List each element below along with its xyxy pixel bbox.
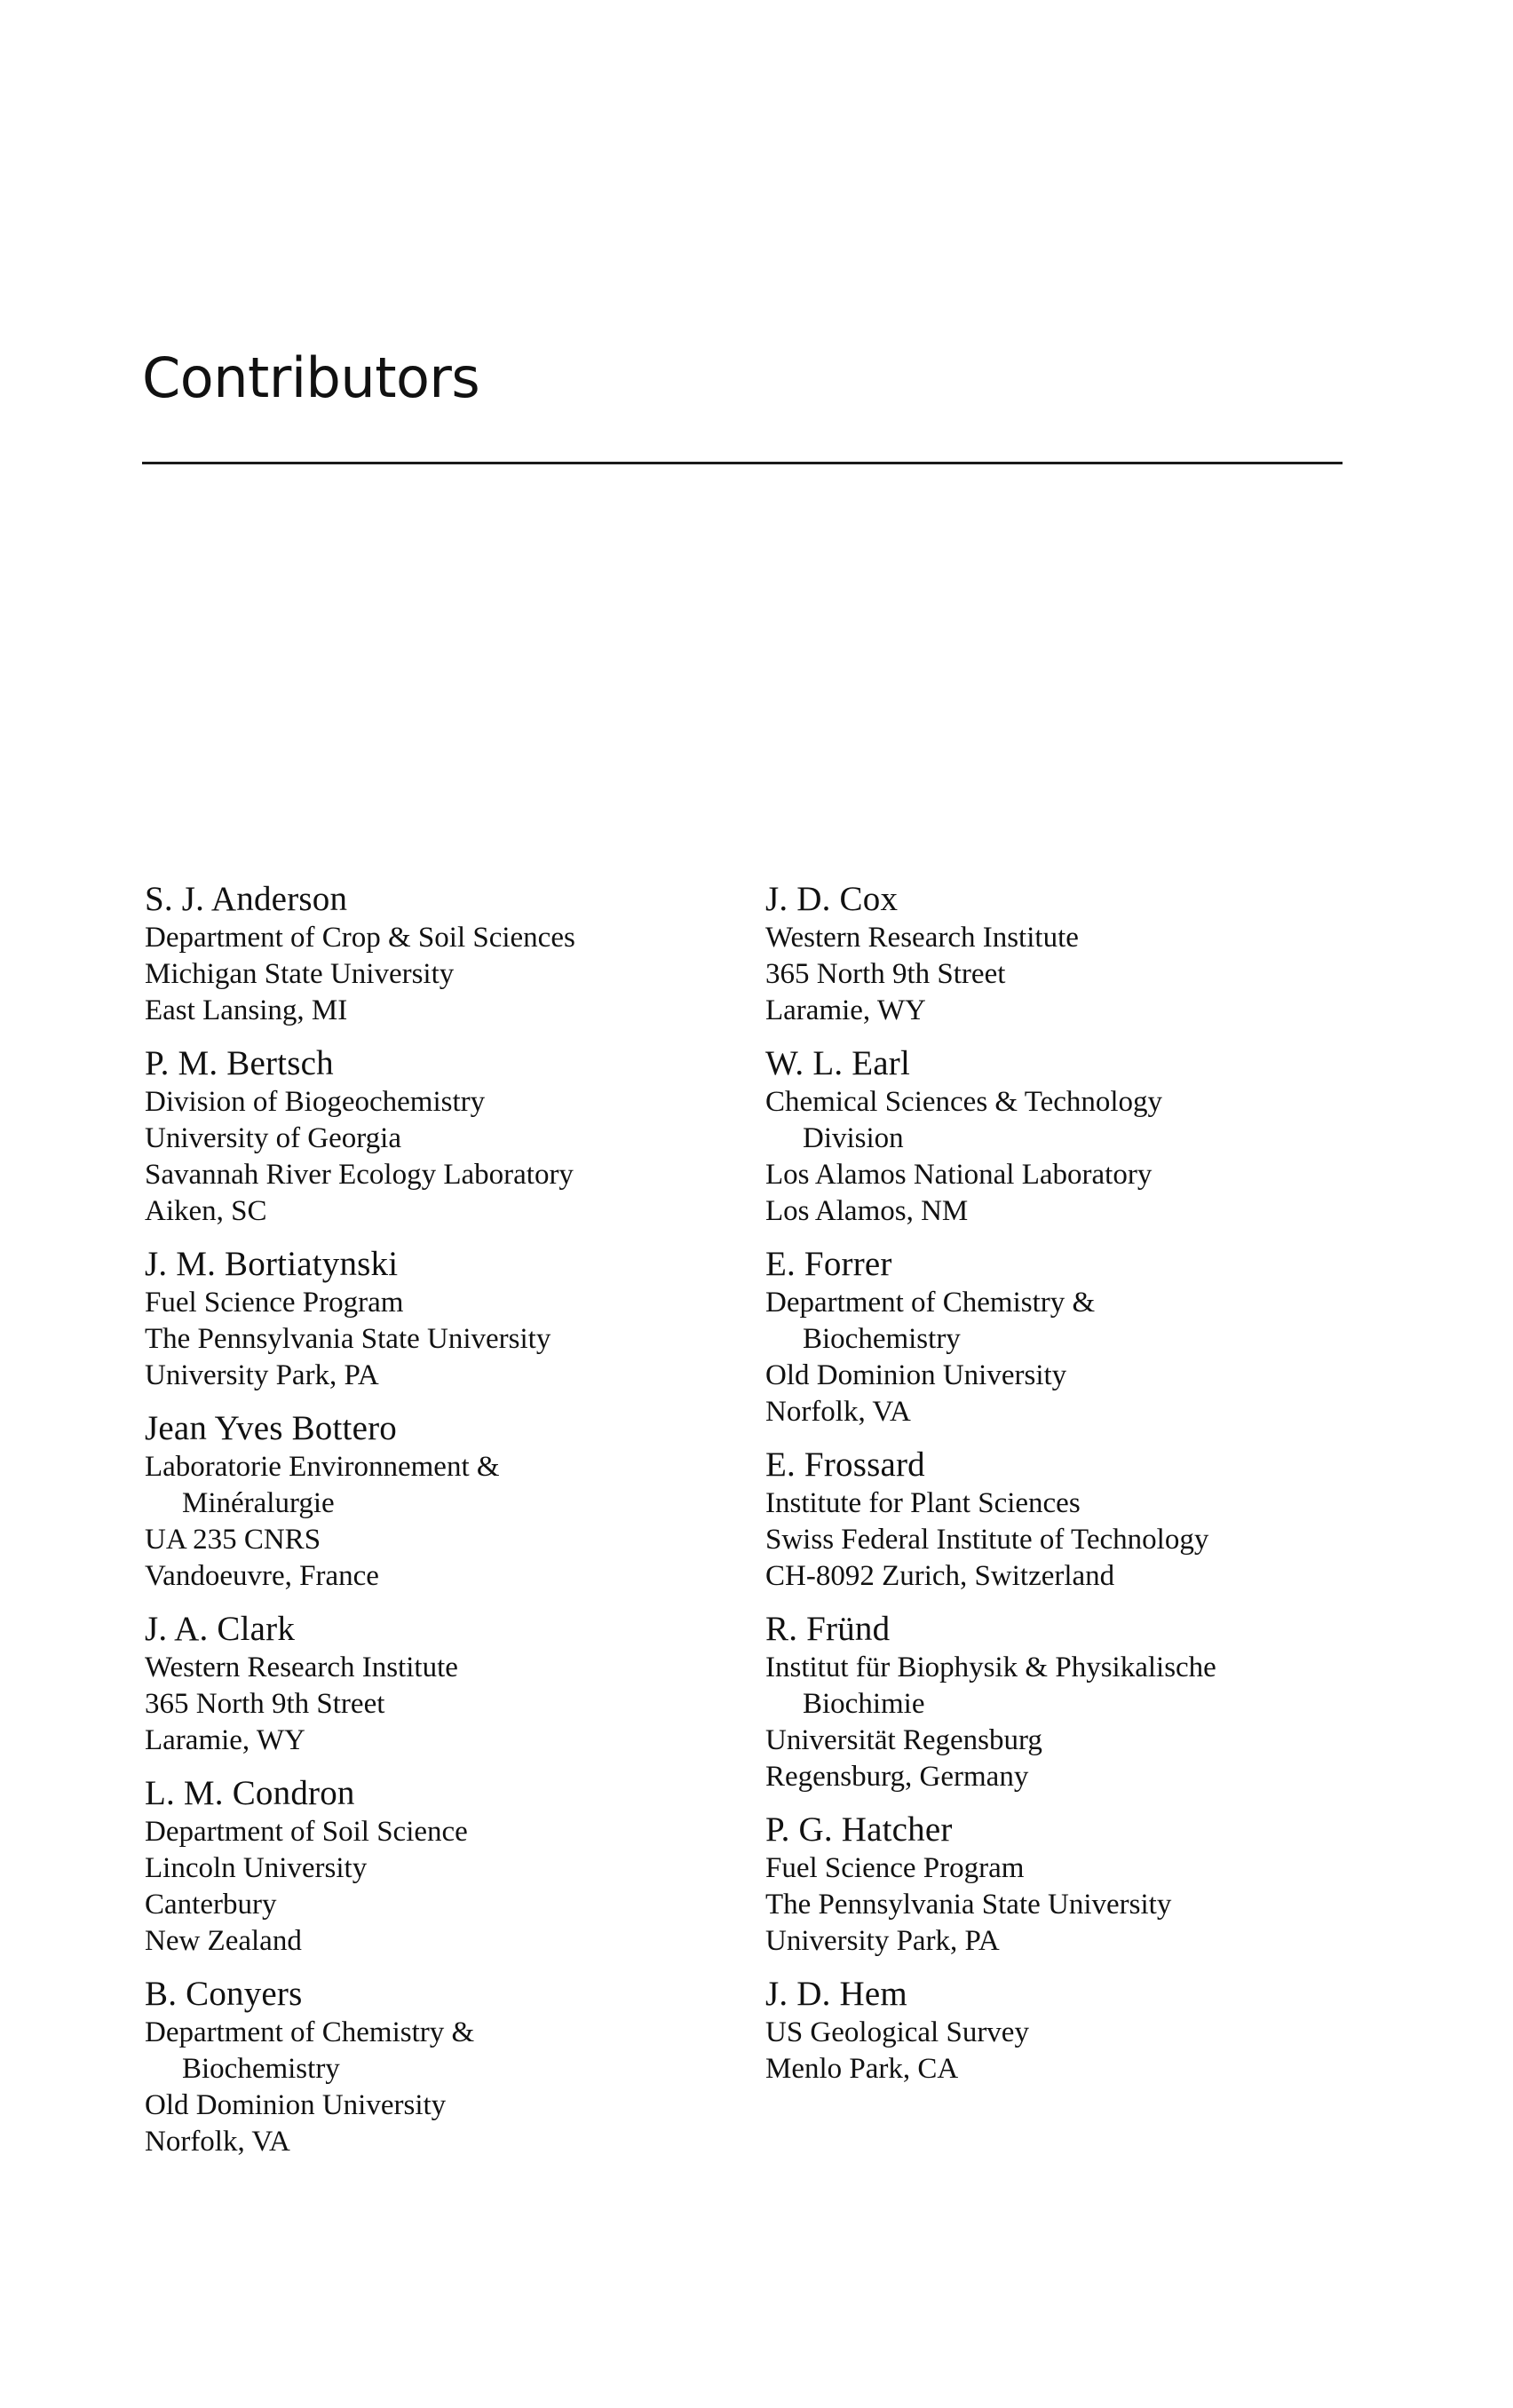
contributor-entry: [145, 1609, 766, 1759]
affiliation-line: 365 North 9th Street: [145, 1688, 385, 1720]
page-title: Contributors: [142, 345, 480, 410]
affiliation-line: The Pennsylvania State University: [145, 1323, 551, 1355]
affiliation-line: Western Research Institute: [145, 1652, 458, 1683]
affiliation-line: Chemical Sciences & Technology: [765, 1086, 1163, 1118]
affiliation-line: Biochemistry: [803, 1323, 961, 1355]
contributor-entry: [145, 1408, 766, 1595]
affiliation-line: Laramie, WY: [145, 1724, 305, 1756]
contributor-name: R. Fründ: [765, 1610, 891, 1648]
affiliation-line: Fuel Science Program: [145, 1287, 404, 1319]
contributor-name: J. M. Bortiatynski: [145, 1245, 399, 1283]
contributor-name: P. G. Hatcher: [765, 1810, 953, 1849]
affiliation-line: University of Georgia: [145, 1122, 401, 1154]
affiliation-line: Department of Crop & Soil Sciences: [145, 922, 575, 954]
affiliation-line: East Lansing, MI: [145, 994, 348, 1026]
affiliation-line: Biochimie: [803, 1688, 925, 1720]
affiliation-line: Laramie, WY: [765, 994, 926, 1026]
affiliation-line: UA 235 CNRS: [145, 1524, 321, 1556]
contributors-column-right: [765, 879, 1387, 2102]
contributor-entry: [765, 879, 1387, 1029]
contributor-entry: [765, 1609, 1387, 1795]
affiliation-line: The Pennsylvania State University: [765, 1889, 1172, 1921]
affiliation-line: Vandoeuvre, France: [145, 1560, 379, 1592]
affiliation-line: Regensburg, Germany: [765, 1761, 1029, 1793]
affiliation-line: Department of Soil Science: [145, 1816, 468, 1848]
contributor-name: P. M. Bertsch: [145, 1044, 334, 1082]
contributors-column-left: [145, 879, 766, 2174]
affiliation-line: Department of Chemistry &: [765, 1287, 1096, 1319]
contributor-name: J. A. Clark: [145, 1610, 296, 1648]
contributor-name: L. M. Condron: [145, 1774, 355, 1812]
affiliation-line: Swiss Federal Institute of Technology: [765, 1524, 1209, 1556]
affiliation-line: University Park, PA: [145, 1359, 379, 1391]
contributor-entry: [145, 1244, 766, 1394]
affiliation-line: University Park, PA: [765, 1925, 1000, 1957]
affiliation-line: Los Alamos National Laboratory: [765, 1159, 1153, 1191]
affiliation-line: Los Alamos, NM: [765, 1195, 969, 1227]
contributor-name: E. Forrer: [765, 1245, 892, 1283]
contributor-name: Jean Yves Bottero: [145, 1409, 397, 1447]
contributor-name: W. L. Earl: [765, 1044, 911, 1082]
affiliation-line: US Geological Survey: [765, 2016, 1029, 2048]
affiliation-line: New Zealand: [145, 1925, 302, 1957]
contributor-entry: [765, 1974, 1387, 2087]
affiliation-line: Western Research Institute: [765, 922, 1079, 954]
contributor-entry: [765, 1244, 1387, 1430]
contributor-entry: [145, 1974, 766, 2160]
contributor-name: J. D. Hem: [765, 1975, 907, 2013]
contributor-entry: [765, 1445, 1387, 1595]
contributor-entry: [145, 1773, 766, 1960]
affiliation-line: Division of Biogeochemistry: [145, 1086, 486, 1118]
affiliation-line: Institut für Biophysik & Physikalische: [765, 1652, 1216, 1683]
affiliation-line: Laboratorie Environnement &: [145, 1451, 500, 1483]
contributor-entry: [765, 1043, 1387, 1230]
contributor-entry: [145, 879, 766, 1029]
title-rule: [142, 462, 1343, 464]
affiliation-line: Old Dominion University: [765, 1359, 1067, 1391]
affiliation-line: Savannah River Ecology Laboratory: [145, 1159, 574, 1191]
affiliation-line: Universität Regensburg: [765, 1724, 1042, 1756]
contributor-name: E. Frossard: [765, 1446, 925, 1484]
affiliation-line: Institute for Plant Sciences: [765, 1487, 1081, 1519]
contributor-name: S. J. Anderson: [145, 880, 348, 918]
affiliation-line: Lincoln University: [145, 1852, 368, 1884]
affiliation-line: Division: [803, 1122, 904, 1154]
affiliation-line: 365 North 9th Street: [765, 958, 1006, 990]
affiliation-line: Biochemistry: [182, 2053, 340, 2085]
affiliation-line: Aiken, SC: [145, 1195, 267, 1227]
contributor-name: J. D. Cox: [765, 880, 899, 918]
affiliation-line: Department of Chemistry &: [145, 2016, 475, 2048]
affiliation-line: Menlo Park, CA: [765, 2053, 959, 2085]
affiliation-line: Michigan State University: [145, 958, 455, 990]
contributor-entry: [145, 1043, 766, 1230]
affiliation-line: Canterbury: [145, 1889, 277, 1921]
contributor-entry: [765, 1810, 1387, 1960]
affiliation-line: Norfolk, VA: [145, 2126, 290, 2158]
affiliation-line: CH-8092 Zurich, Switzerland: [765, 1560, 1115, 1592]
affiliation-line: Minéralurgie: [182, 1487, 335, 1519]
affiliation-line: Norfolk, VA: [765, 1396, 911, 1428]
affiliation-line: Fuel Science Program: [765, 1852, 1025, 1884]
contributor-name: B. Conyers: [145, 1975, 303, 2013]
affiliation-line: Old Dominion University: [145, 2089, 447, 2121]
